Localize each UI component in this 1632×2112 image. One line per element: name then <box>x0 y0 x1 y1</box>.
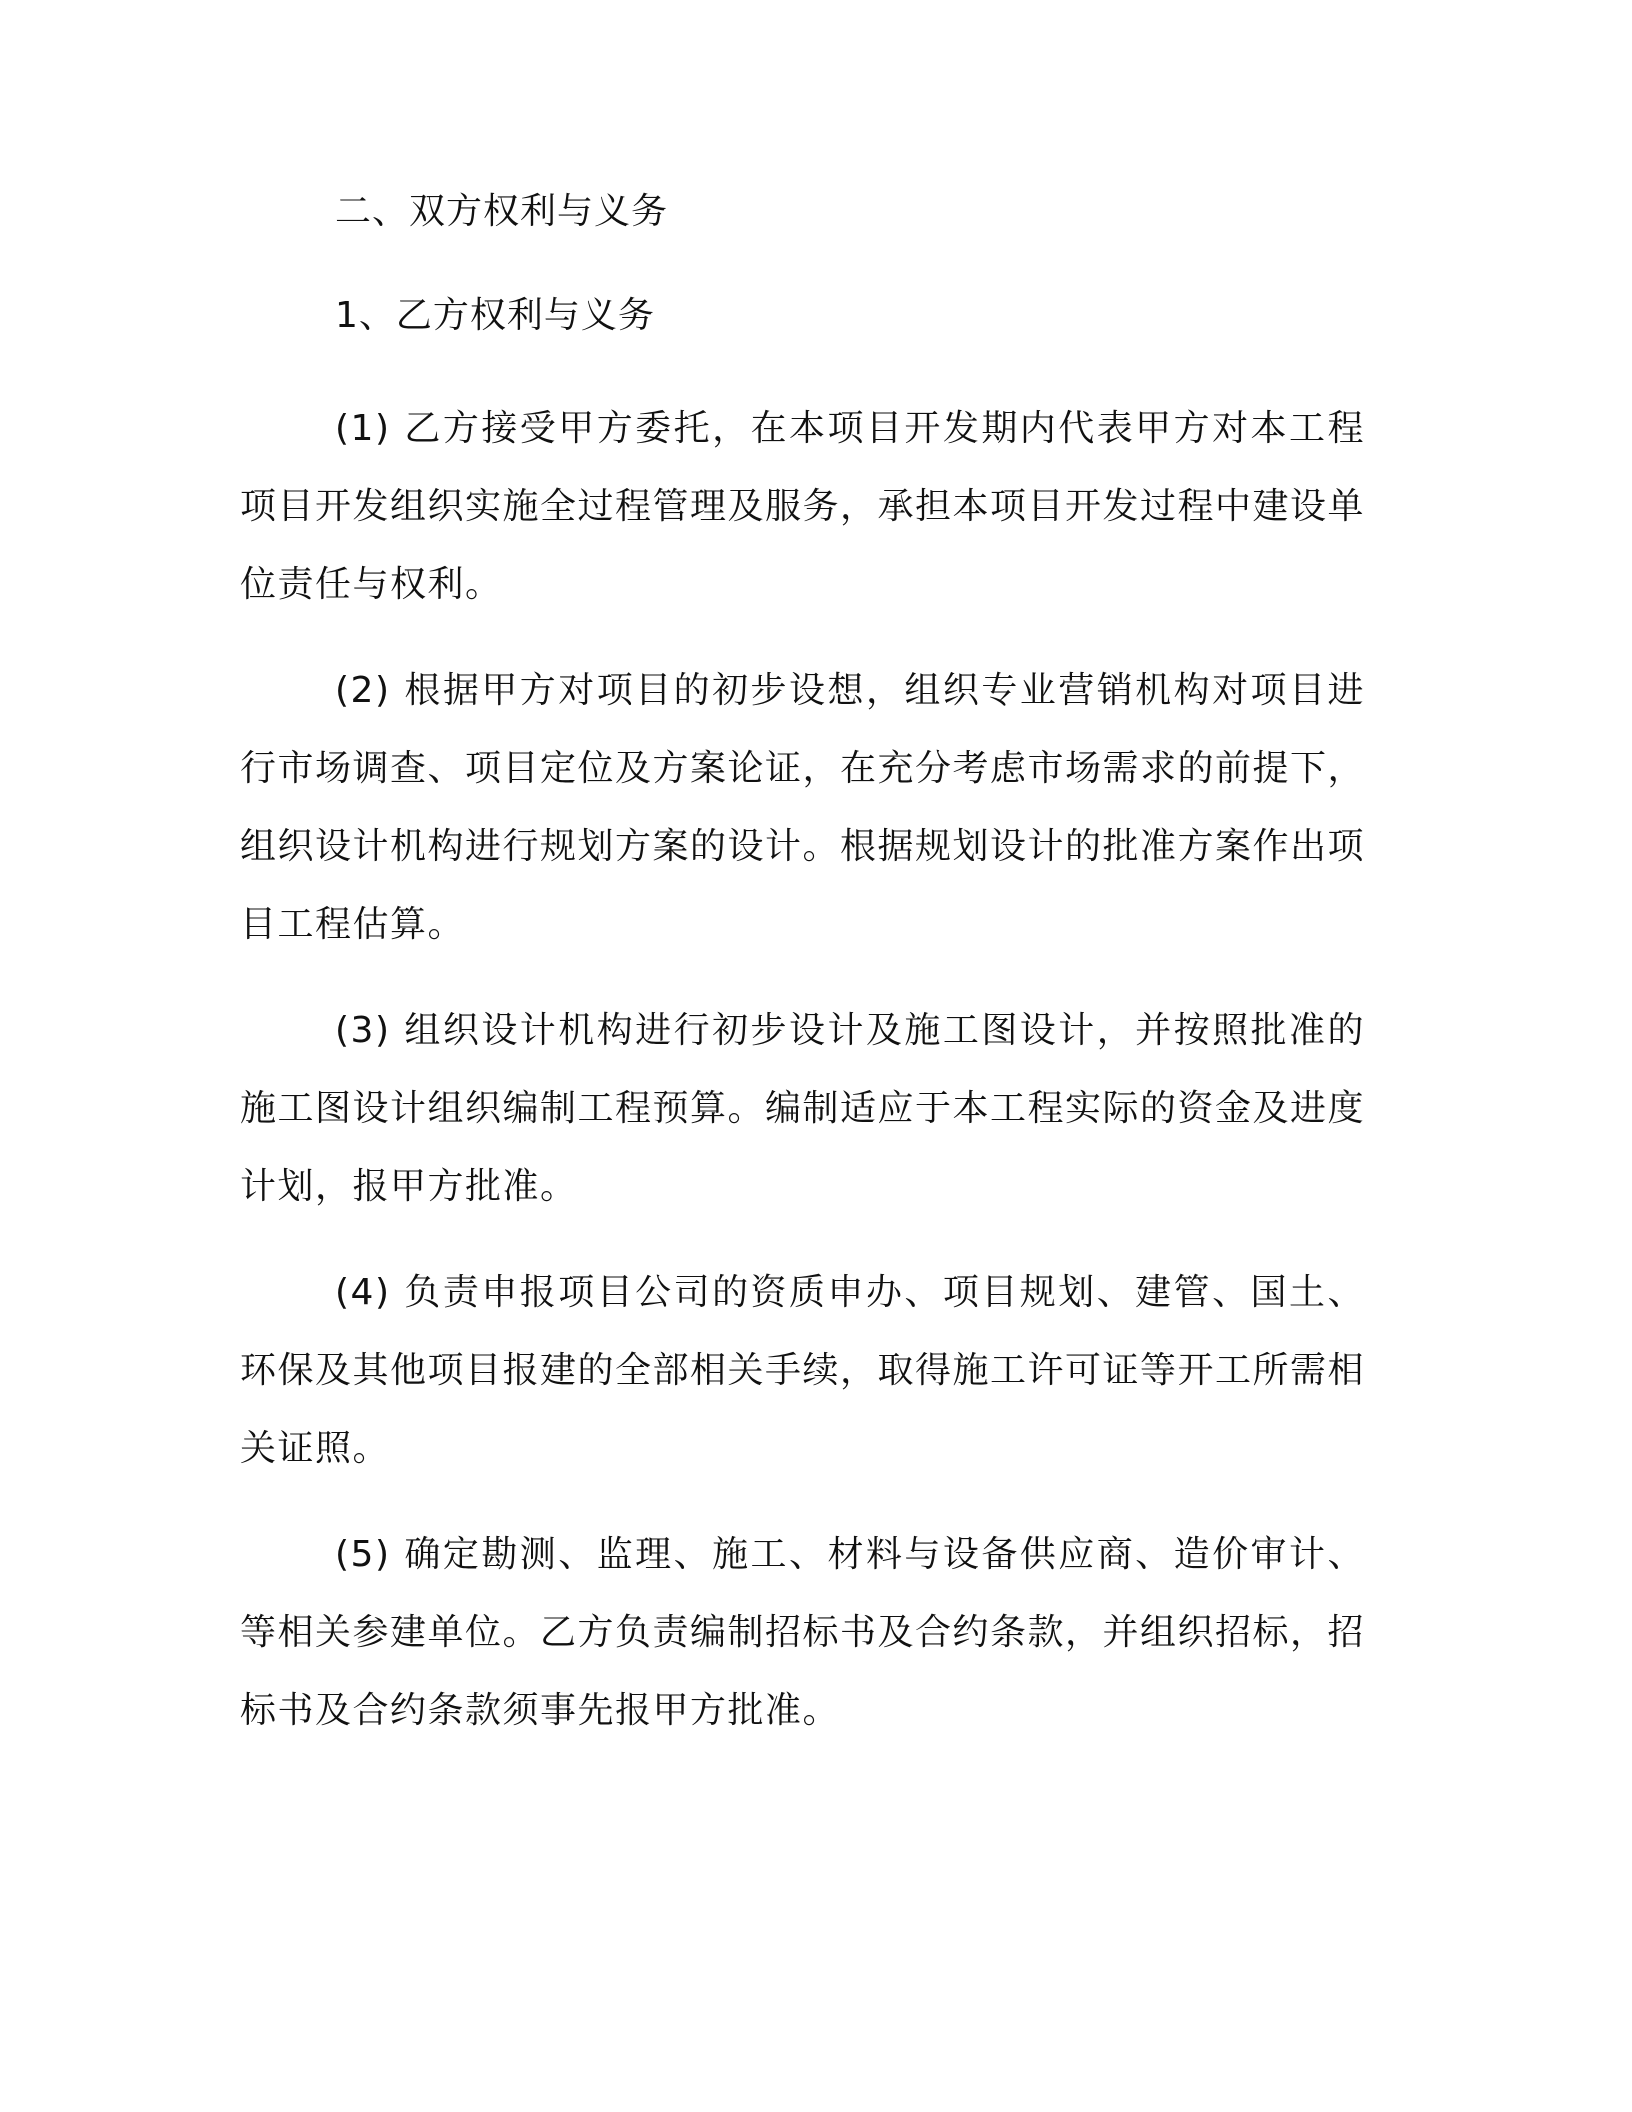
paragraph-5: (5) 确定勘测、监理、施工、材料与设备供应商、造价审计、等相关参建单位。乙方负责编制招标书及合约条款，并组织招标，招标书及合约条款须事先报甲方批准。 <box>240 1534 1366 1731</box>
subsection-title: 1、乙方权利与义务 <box>335 295 655 336</box>
paragraph-3: (3) 组织设计机构进行初步设计及施工图设计，并按照批准的施工图设计组织编制工程预算。编制适应于本工程实际的资金及进度计划，报甲方批准。 <box>240 1010 1366 1207</box>
paragraph-1: (1) 乙方接受甲方委托，在本项目开发期内代表甲方对本工程项目开发组织实施全过程管理及服务，承担本项目开发过程中建设单位责任与权利。 <box>240 408 1366 605</box>
paragraph-2: (2) 根据甲方对项目的初步设想，组织专业营销机构对项目进行市场调查、项目定位及方案论证，在充分考虑市场需求的前提下，组织设计机构进行规划方案的设计。根据规划设计的批准方案作出项目工程估算。 <box>240 670 1366 945</box>
section-title: 二、双方权利与义务 <box>335 191 669 232</box>
paragraph-4: (4) 负责申报项目公司的资质申办、项目规划、建管、国土、环保及其他项目报建的全部相关手续，取得施工许可证等开工所需相关证照。 <box>240 1272 1366 1469</box>
document-content <box>240 188 1365 1778</box>
